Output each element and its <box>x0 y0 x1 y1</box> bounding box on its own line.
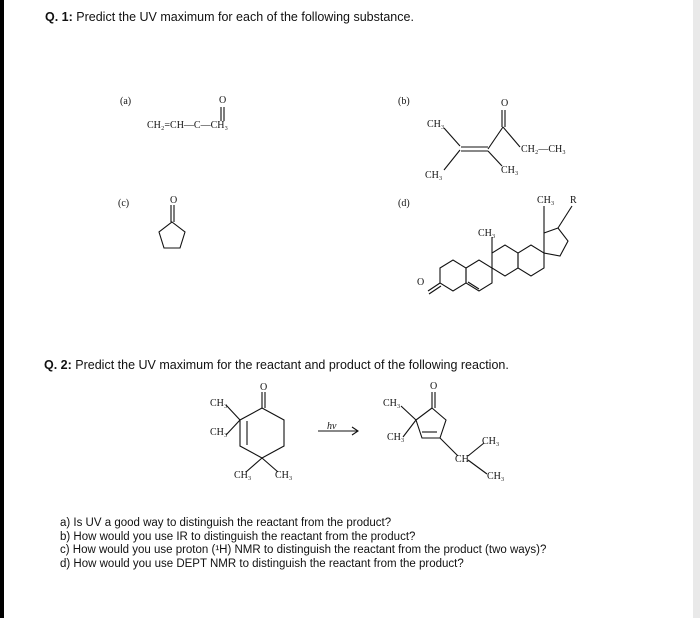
structure-b-oxygen: O <box>501 98 509 109</box>
structure-d-co-2 <box>429 286 441 294</box>
structure-a-formula: CH₂=CH—C—CH₃ <box>147 120 228 131</box>
structure-b-bond-3 <box>488 127 503 149</box>
structure-d-ring-c <box>492 245 518 276</box>
label-b: (b) <box>398 96 410 107</box>
question-1-text: Predict the UV maximum for each of the following substance. <box>72 10 414 24</box>
subquestion-list <box>60 517 546 571</box>
label-d: (d) <box>398 198 410 209</box>
structure-d-r: R <box>570 195 577 206</box>
reactant-methyl-bond-2 <box>226 420 240 435</box>
reactant-methyl-bond-4 <box>262 458 278 472</box>
product-ch3-b: CH₃ <box>387 432 405 443</box>
structure-b-bond-4 <box>503 127 520 147</box>
reactant-oxygen: O <box>260 382 268 393</box>
product-methyl-bond-1 <box>401 406 416 420</box>
product-ch-bond <box>440 438 458 456</box>
structure-d-co-1 <box>428 283 440 291</box>
structure-b-ch3-top: CH₃ <box>427 119 445 130</box>
question-2-number: Q. 2: <box>44 358 72 372</box>
structure-b-ch3-bottom: CH₃ <box>425 170 443 181</box>
reactant-methyl-bond-3 <box>246 458 262 472</box>
product-methyl-bond-2 <box>403 420 416 437</box>
structure-b-ch3-right: CH₃ <box>501 165 519 176</box>
structure-d-ch3-top: CH₃ <box>537 195 555 206</box>
structure-b-bond-2 <box>444 150 460 170</box>
structure-d-r-bond <box>558 206 572 228</box>
reactant-ch3-c: CH₃ <box>234 470 252 481</box>
structure-a-oxygen: O <box>219 95 227 106</box>
reactant-methyl-bond-1 <box>226 405 240 420</box>
reactant-ch3-d: CH₃ <box>275 470 293 481</box>
structure-d-ring-d <box>544 228 568 256</box>
structure-b-bond-1 <box>444 128 460 146</box>
label-c: (c) <box>118 198 130 209</box>
structure-d-ring-b <box>466 260 492 291</box>
product-ch: CH <box>455 454 469 465</box>
product-ch-methyl-2 <box>468 460 487 474</box>
subquestion-d: d) How would you use DEPT NMR to distinguish the reactant from the product? <box>60 557 464 570</box>
product-ch3-d: CH₃ <box>487 471 505 482</box>
reaction-hv-label: hν <box>327 421 337 432</box>
product-ch3-c: CH₃ <box>482 436 500 447</box>
structure-c-oxygen: O <box>170 195 178 206</box>
structure-b-bond-5 <box>488 151 502 166</box>
product-oxygen: O <box>430 381 438 392</box>
structure-d-ring-c2 <box>518 245 544 276</box>
reactant-ch3-b: CH₃ <box>210 427 228 438</box>
structure-d-ring-a <box>440 260 466 291</box>
structure-d-oxygen: O <box>417 277 425 288</box>
subquestion-c: c) How would you use proton (¹H) NMR to distinguish the reactant from the product (two ways)? <box>60 544 547 556</box>
reactant-ch3-a: CH₃ <box>210 398 228 409</box>
structure-d-ch3-mid: CH₃ <box>478 228 496 239</box>
question-2-text: Predict the UV maximum for the reactant and product of the following reaction. <box>71 358 509 372</box>
subquestion-b: b) How would you use IR to distinguish the reactant from the product? <box>60 530 416 543</box>
product-ch-methyl-1 <box>468 443 484 456</box>
product-ch3-a: CH₃ <box>383 398 401 409</box>
subquestion-a: a) Is UV a good way to distinguish the reactant from the product? <box>60 517 392 529</box>
product-ring <box>416 408 446 438</box>
label-a: (a) <box>120 96 132 107</box>
structure-b-ethyl: CH₂—CH₃ <box>521 144 566 155</box>
structure-c-ring <box>159 222 185 248</box>
question-1-number: Q. 1: <box>45 10 73 24</box>
